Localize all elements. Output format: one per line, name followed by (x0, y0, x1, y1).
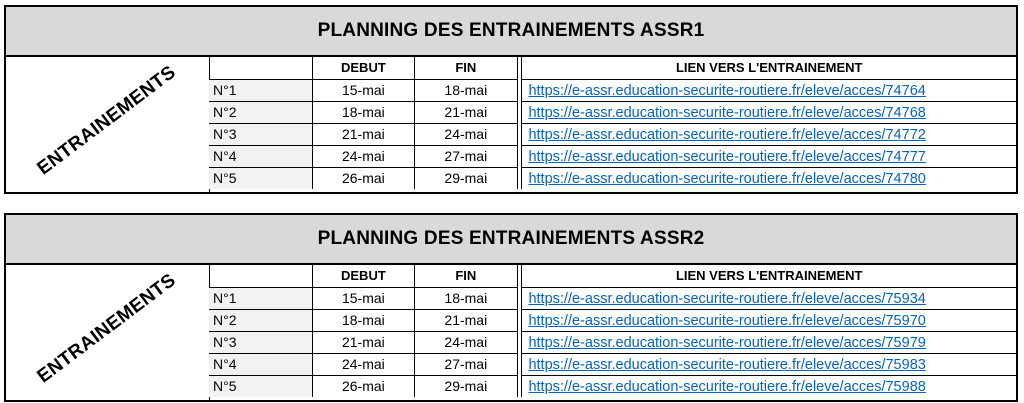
row-fin: 21-mai (415, 101, 517, 123)
training-link[interactable]: https://e-assr.education-securite-routiere.fr/eleve/acces/75983 (528, 356, 926, 373)
side-label: ENTRAINEMENTS (33, 61, 180, 180)
table-row (209, 123, 1016, 145)
side-label-cell (6, 57, 210, 192)
row-num: N°3 (209, 331, 312, 353)
row-debut: 18-mai (312, 101, 414, 123)
header-lien: LIEN VERS L'ENTRAINEMENT (522, 265, 1016, 287)
row-debut: 24-mai (312, 145, 414, 167)
table-row (209, 101, 1016, 123)
training-link[interactable]: https://e-assr.education-securite-routiere.fr/eleve/acces/75934 (528, 290, 926, 307)
header-row (209, 265, 1016, 287)
row-fin: 27-mai (415, 145, 517, 167)
table-row (209, 167, 1016, 189)
schedule-table (209, 57, 1016, 189)
planning-title: PLANNING DES ENTRAINEMENTS ASSR2 (6, 215, 1016, 265)
row-debut: 15-mai (312, 287, 414, 309)
row-num: N°1 (209, 79, 312, 101)
schedule-table (209, 265, 1016, 397)
table-row (209, 145, 1016, 167)
row-fin: 27-mai (415, 353, 517, 375)
row-num: N°3 (209, 123, 312, 145)
row-debut: 21-mai (312, 123, 414, 145)
row-num: N°5 (209, 167, 312, 189)
planning-grid (6, 265, 1016, 400)
planning-grid (6, 57, 1016, 192)
side-label: ENTRAINEMENTS (33, 269, 180, 388)
header-fin: FIN (415, 57, 517, 79)
training-link[interactable]: https://e-assr.education-securite-routiere.fr/eleve/acces/74777 (528, 148, 926, 165)
training-link[interactable]: https://e-assr.education-securite-routiere.fr/eleve/acces/75979 (528, 334, 926, 351)
table-row (209, 309, 1016, 331)
training-link[interactable]: https://e-assr.education-securite-routiere.fr/eleve/acces/75988 (528, 378, 926, 395)
header-num (209, 57, 312, 79)
row-debut: 26-mai (312, 167, 414, 189)
training-link[interactable]: https://e-assr.education-securite-routiere.fr/eleve/acces/74780 (528, 170, 926, 187)
row-debut: 24-mai (312, 353, 414, 375)
row-fin: 18-mai (415, 79, 517, 101)
row-fin: 24-mai (415, 123, 517, 145)
row-debut: 15-mai (312, 79, 414, 101)
row-num: N°4 (209, 353, 312, 375)
planning-block-assr1 (4, 5, 1018, 194)
table-row (209, 287, 1016, 309)
training-link[interactable]: https://e-assr.education-securite-routiere.fr/eleve/acces/74764 (528, 82, 926, 99)
row-num: N°4 (209, 145, 312, 167)
row-num: N°2 (209, 309, 312, 331)
row-fin: 29-mai (415, 375, 517, 397)
header-fin: FIN (415, 265, 517, 287)
row-debut: 21-mai (312, 331, 414, 353)
planning-title: PLANNING DES ENTRAINEMENTS ASSR1 (6, 7, 1016, 57)
row-debut: 26-mai (312, 375, 414, 397)
planning-block-assr2 (4, 213, 1018, 402)
header-debut: DEBUT (312, 57, 414, 79)
training-link[interactable]: https://e-assr.education-securite-routiere.fr/eleve/acces/74768 (528, 104, 926, 121)
table-row (209, 79, 1016, 101)
header-row (209, 57, 1016, 79)
table-row (209, 353, 1016, 375)
row-fin: 24-mai (415, 331, 517, 353)
row-fin: 21-mai (415, 309, 517, 331)
row-num: N°5 (209, 375, 312, 397)
row-debut: 18-mai (312, 309, 414, 331)
side-label-cell (6, 265, 210, 400)
table-row (209, 375, 1016, 397)
header-num (209, 265, 312, 287)
row-fin: 29-mai (415, 167, 517, 189)
row-num: N°1 (209, 287, 312, 309)
row-num: N°2 (209, 101, 312, 123)
row-fin: 18-mai (415, 287, 517, 309)
training-link[interactable]: https://e-assr.education-securite-routiere.fr/eleve/acces/74772 (528, 126, 926, 143)
table-row (209, 331, 1016, 353)
header-debut: DEBUT (312, 265, 414, 287)
header-lien: LIEN VERS L'ENTRAINEMENT (522, 57, 1016, 79)
training-link[interactable]: https://e-assr.education-securite-routiere.fr/eleve/acces/75970 (528, 312, 926, 329)
